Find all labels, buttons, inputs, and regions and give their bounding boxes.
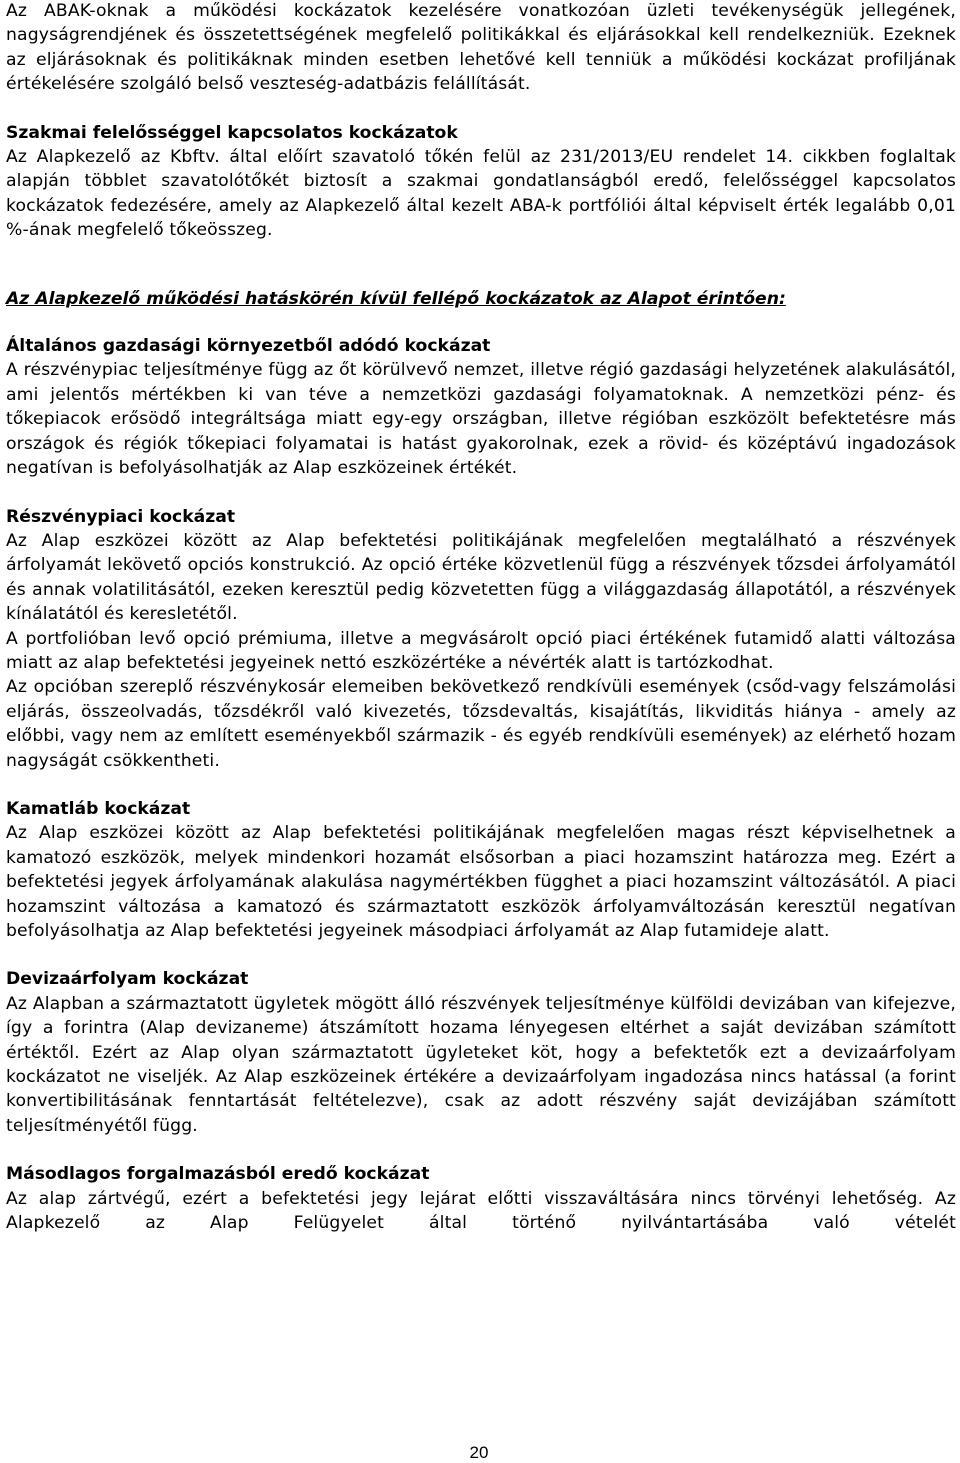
section-body-economic: A részvénypiac teljesítménye függ az őt körülvevő nemzet, illetve régió gazdasági helyzetének alakulásától, ami jelentős mértékben ki van téve a nemzetközi gazdasági folyamatoknak. A nemzetközi pénz- és tőkepiacok erősödő integráltsága miatt egy-egy országban, illetve régióban eszközölt befektetésre más országok és régiók tőkepiaci folyamatai is hatást gyakorolnak, ezek a rövid- és középtávú ingadozások negatívan is befolyásolhatják az Alap eszközeinek értékét. <box>6 360 956 479</box>
section-heading-secondary: Másodlagos forgalmazásból eredő kockázat <box>6 1164 430 1185</box>
section-heading-professional: Szakmai felelősséggel kapcsolatos kockázatok <box>6 122 458 143</box>
section-heading-fx: Devizaárfolyam kockázat <box>6 969 249 990</box>
section-body-secondary: Az alap zártvégű, ezért a befektetési jegy lejárat előtti visszaváltására nincs törvényi lehetőség. Az Alapkezelő az Alap Felügyelet által történő nyilvántartásába való vételét <box>6 1188 956 1234</box>
section-body-equity-2: A portfolióban levő opció prémiuma, illetve a megvásárolt opció piaci értékének futamidő alatti változása miatt az alap befektetési jegyeinek nettó eszközértéke a névérték alatt is tartózkodhat. <box>6 628 956 673</box>
section-body-professional: Az Alapkezelő az Kbftv. által előírt szavatoló tőkén felül az 231/2013/EU rendelet 14. cikkben foglaltak alapján többlet szavatolótőkét biztosít a szakmai gondatlanságból eredő, felelősséggel kapcsolatos kockázatok fedezésére, amely az Alapkezelő által kezelt ABA-k portfóliói által képviselt érték legalább 0,01 %-ának megfelelő tőkeösszeg. <box>6 147 956 241</box>
section-heading-equity: Részvénypiaci kockázat <box>6 506 236 527</box>
section-heading-economic: Általános gazdasági környezetből adódó kockázat <box>6 336 491 357</box>
page-number: 20 <box>469 1443 489 1462</box>
section-body-fx: Az Alapban a származtatott ügyletek mögött álló részvények teljesítménye külföldi devizában van kifejezve, így a forintra (Alap devizaneme) átszámított hozama lényegesen eltérhet a saját devizában számított értéktől. Ezért az Alap olyan származtatott ügyleteket köt, hogy a befektetők ezt a devizaárfolyam kockázatot ne viseljék. Az Alap eszközeinek értékére a devizaárfolyam ingadozása nincs hatással (a forint konvertibilitásának fenntartását feltételezve), csak az adott részvény saját devizájában számított teljesítményétől függ. <box>6 993 956 1136</box>
section-body-equity-1: Az Alap eszközei között az Alap befektetési politikájának megfelelően megtalálható a részvények árfolyamát lekövető opciós konstrukció. Az opció értéke közvetlenül függ a részvények tőzsdei árfolyamától és annak volatilitásától, ezeken keresztül pedig közvetetten függ a világgazdaság állapotától, a részvények kínálatától és keresletétől. <box>6 530 956 625</box>
section-body-equity-3: Az opcióban szereplő részvénykosár elemeiben bekövetkező rendkívüli események (csőd-vagy felszámolási eljárás, összeolvadás, tőzsdékről való kivezetés, tőzsdevaltás, kisajátítás, likviditás hiánya - amely az előbbi, vagy nem az említett eseményekből származik - és egyéb rendkívüli események) az elérhető hozam nagyságát csökkentheti. <box>6 677 956 771</box>
section-body-interest: Az Alap eszközei között az Alap befektetési politikájának megfelelően magas részt képviselhetnek a kamatozó eszközök, melyek mindenkori hozamát elsősorban a piaci hozamszint határozza meg. Ezért a befektetési jegyek árfolyamának alakulása nagymértékben függhet a piaci hozamszint változásától. A piaci hozamszint változása a kamatozó és származtatott eszközök árfolyamváltozásán keresztül negatívan befolyásolhatja az Alap befektetési jegyeinek másodpiaci árfolyamát az Alap futamideje alatt. <box>6 823 956 941</box>
section-heading-interest: Kamatláb kockázat <box>6 798 191 819</box>
document-page <box>6 0 956 1235</box>
external-risks-heading: Az Alapkezelő működési hatáskörén kívül fellépő kockázatok az Alapot érintően: <box>6 288 786 309</box>
intro-paragraph: Az ABAK-oknak a működési kockázatok kezelésére vonatkozóan üzleti tevékenységük jellegének, nagyságrendjének és összetettségének megfelelő politikákkal és eljárásokkal kell rendelkezniük. Ezeknek az eljárásoknak és politikáknak minden esetben lehetővé kell tenniük a működési kockázat profiljának értékelésére szolgáló belső veszteség-adatbázis felállítását. <box>6 1 956 95</box>
